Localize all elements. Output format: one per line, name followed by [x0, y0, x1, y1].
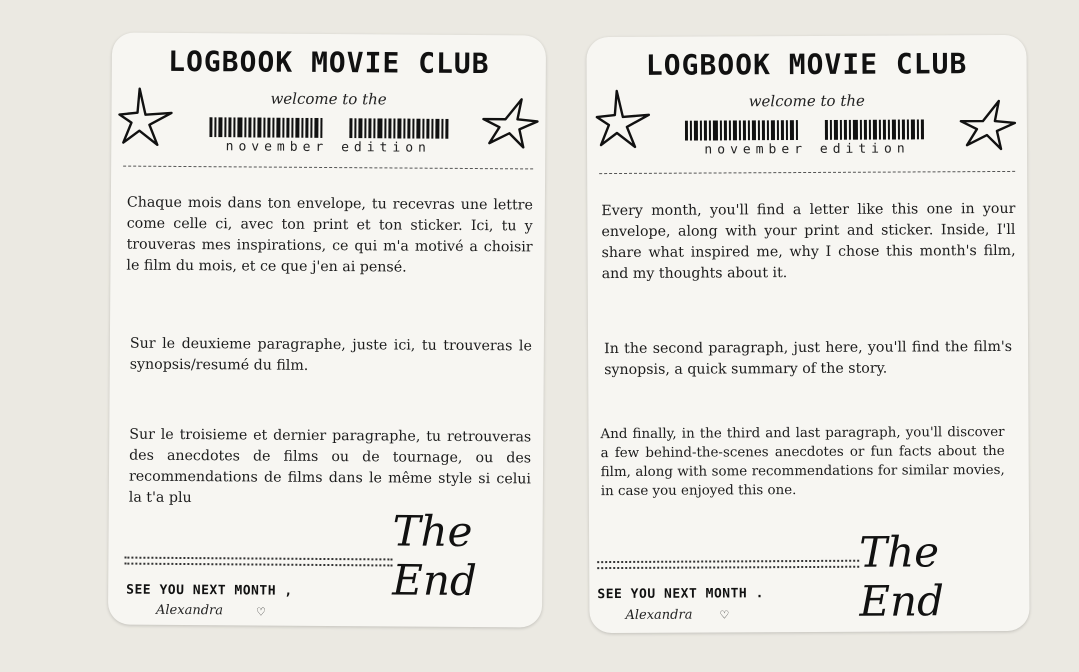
the-end-signature: The End [392, 506, 478, 606]
divider [597, 566, 859, 569]
heart-icon: ♡ [255, 605, 266, 619]
card-title: LOGBOOK MOVIE CLUB [645, 47, 968, 82]
card-title: LOGBOOK MOVIE CLUB [168, 44, 490, 81]
paragraph-synopsis: In the second paragraph, just here, you'll find the film's synopsis, a quick summary of the story. [604, 338, 1013, 379]
divider [599, 171, 1015, 174]
paragraph-anecdotes: And finally, in the third and last paragraph, you'll discover a few behind-the-scenes anecdotes or fun facts about the film, along with some recommendations for similar movies, in case you enjoyed this one. [600, 424, 1005, 500]
star-icon [595, 87, 653, 149]
divider [124, 557, 392, 561]
see-you-text: SEE YOU NEXT MONTH , [126, 582, 293, 599]
letter-card-english [586, 35, 1029, 633]
welcome-text: welcome to the [748, 91, 865, 111]
barcode-icon [685, 119, 931, 140]
barcode-icon [209, 117, 455, 139]
divider [124, 563, 392, 567]
signature: Alexandra [625, 607, 693, 623]
signature: Alexandra [155, 602, 224, 619]
heart-icon: ♡ [719, 608, 730, 622]
edition-label: november edition [704, 141, 910, 158]
divider [123, 166, 533, 170]
welcome-text: welcome to the [270, 89, 387, 109]
paragraph-anecdotes: Sur le troisieme et dernier paragraphe, tu retrouveras des anecdotes de films ou de tournage, ou des recommendations de films dans le même style si celui la t'a plu [128, 426, 532, 507]
paragraph-synopsis: Sur le deuxieme paragraphe, juste ici, tu trouveras le synopsis/resumé du film. [129, 335, 532, 374]
see-you-text: SEE YOU NEXT MONTH . [597, 586, 764, 603]
divider [597, 560, 859, 563]
the-end-signature: The End [859, 527, 945, 626]
letter-card-french [108, 32, 546, 627]
edition-label: november edition [225, 139, 431, 156]
star-icon [117, 85, 175, 147]
paragraph-intro: Every month, you'll find a letter like this one in your envelope, along with your print and sticker. Inside, I'll share what inspired me, why I chose this month's film, and my thoughts about it. [601, 200, 1016, 283]
paragraph-intro: Chaque mois dans ton envelope, tu recevras une lettre come celle ci, avec ton print et ton sticker. Ici, tu y trouveras mes inspirations, ce qui m'a motivé a choisir le film du mois, et ce que j'en ai pensé. [126, 194, 533, 276]
